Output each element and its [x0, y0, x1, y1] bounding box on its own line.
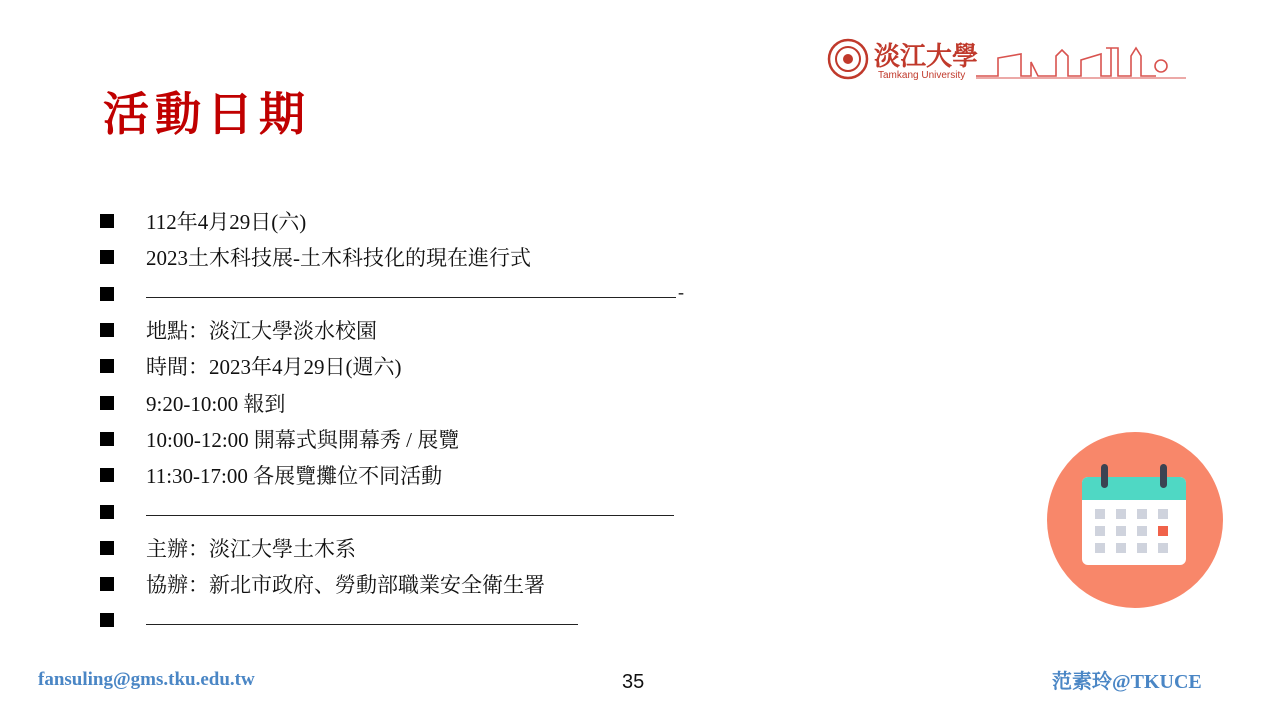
logo-name-zh: 淡江大學: [874, 42, 979, 72]
bullet-icon: [100, 577, 114, 591]
bullet-icon: [100, 287, 114, 301]
slide-title: 活動日期: [103, 87, 311, 141]
bullet-icon: [100, 613, 114, 627]
list-item: [100, 530, 684, 566]
list-item-text: 主辦：淡江大學土木系: [146, 536, 356, 561]
bullet-list: [100, 203, 684, 639]
list-item-text: 協辦：新北市政府、勞動部職業安全衛生署: [146, 573, 545, 598]
list-item-text: 9:20-10:00 報到: [146, 391, 286, 416]
list-item: [100, 203, 684, 239]
list-item: [100, 312, 684, 348]
bullet-icon: [100, 250, 114, 264]
divider-line: [146, 624, 578, 625]
list-item-text: 地點：淡江大學淡水校園: [146, 319, 377, 344]
list-item: [100, 239, 684, 275]
tamkang-logo-icon: [826, 36, 1186, 86]
page-number: 35: [622, 671, 645, 693]
list-item-text: 11:30-17:00 各展覽攤位不同活動: [146, 464, 443, 489]
divider-line: [146, 515, 674, 516]
list-item-text: 112年4月29日(六): [146, 210, 307, 235]
bullet-icon: [100, 505, 114, 519]
divider-row: [100, 602, 684, 638]
calendar-icon: [1045, 430, 1225, 610]
list-item: [100, 421, 684, 457]
divider-row: [100, 493, 684, 529]
bullet-icon: [100, 214, 114, 228]
list-item-text: 10:00-12:00 開幕式與開幕秀 / 展覽: [146, 427, 460, 452]
bullet-icon: [100, 323, 114, 337]
list-item: [100, 348, 684, 384]
bullet-icon: [100, 432, 114, 446]
bullet-icon: [100, 359, 114, 373]
bullet-icon: [100, 468, 114, 482]
list-item: [100, 457, 684, 493]
list-item-text: 時間：2023年4月29日(週六): [146, 355, 402, 380]
footer-author: 范素玲@TKUCE: [1052, 671, 1202, 693]
divider-trail: -: [678, 282, 684, 303]
bullet-icon: [100, 541, 114, 555]
list-item: [100, 566, 684, 602]
logo-name-en: Tamkang University: [878, 70, 966, 81]
footer-email: fansuling@gms.tku.edu.tw: [38, 669, 255, 690]
bullet-icon: [100, 396, 114, 410]
list-item-text: 2023土木科技展-土木科技化的現在進行式: [146, 246, 531, 271]
list-item: [100, 384, 684, 420]
divider-line: [146, 297, 676, 298]
divider-row: [100, 276, 684, 312]
